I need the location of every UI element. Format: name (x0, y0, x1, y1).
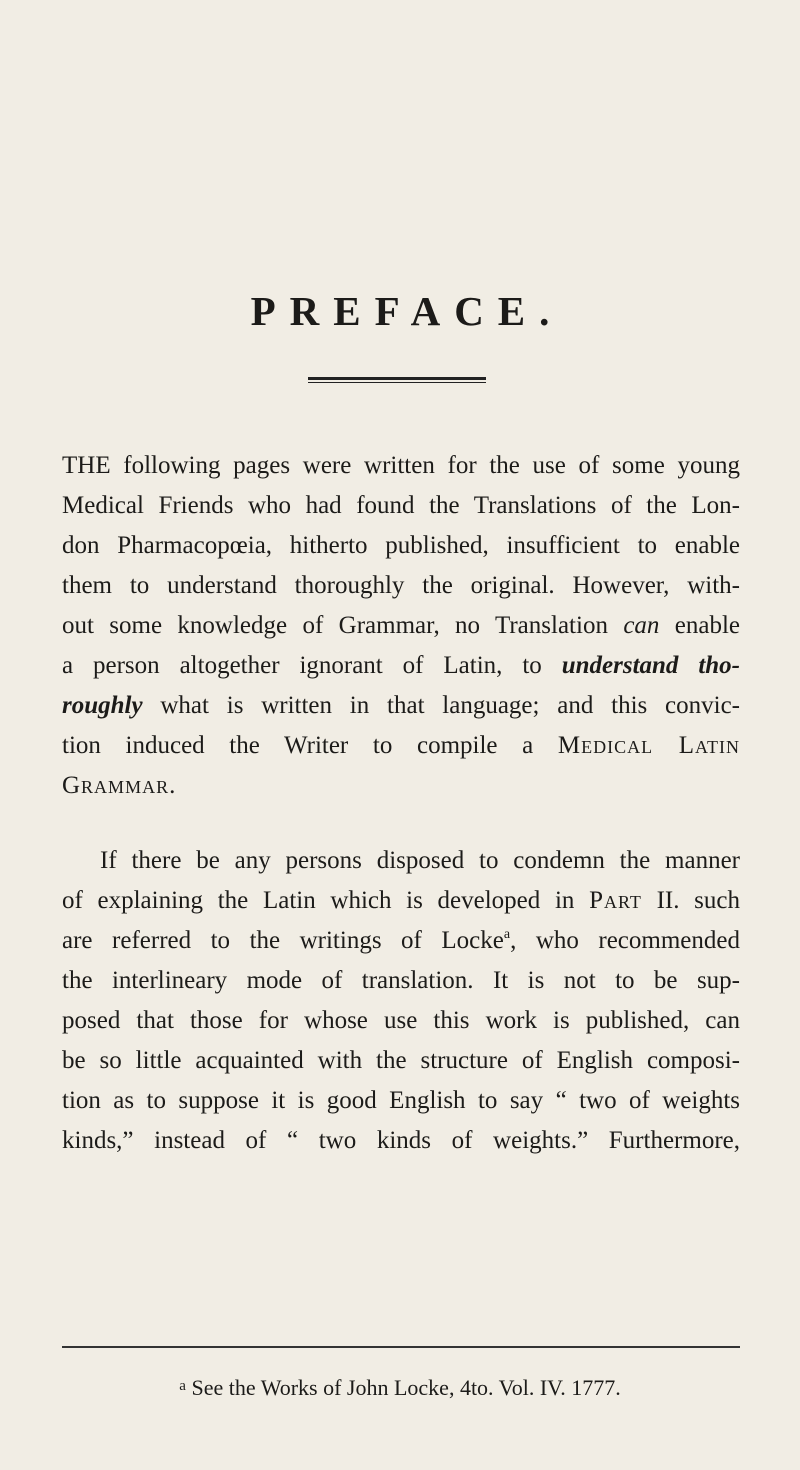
bold-italic-text: understand tho- (561, 652, 741, 679)
text-line (62, 686, 740, 726)
text-run: the interlineary mode of translation. It is not to be sup- (62, 967, 740, 994)
text-run: If there be any persons disposed to condemn the manner (100, 847, 740, 874)
small-caps-text: Grammar (62, 772, 170, 799)
text-run: , who recommended (510, 927, 740, 954)
text-line (62, 646, 740, 686)
footnote (0, 1373, 800, 1403)
text-line (62, 921, 740, 961)
text-run: tion as to suppose it is good English to say “ two of weights (62, 1087, 740, 1114)
title-rule-thin (308, 382, 486, 383)
text-run: . (169, 772, 176, 799)
text-run: Medical Friends who had found the Translations of the Lon- (62, 492, 740, 519)
text-line (62, 1081, 740, 1121)
text-line (62, 841, 740, 881)
text-run: II. such (641, 887, 740, 914)
text-run: THE following pages were written for the use of some young (62, 452, 740, 479)
footnote-rule (62, 1346, 740, 1348)
text-run: of explaining the Latin which is developed in (62, 887, 590, 914)
text-run: kinds,” instead of “ two kinds of weights.” Furthermore, (62, 1127, 740, 1154)
footnote-text: See the Works of John Locke, 4to. Vol. IV. 1777. (191, 1375, 621, 1400)
footnote-marker: a (179, 1378, 186, 1394)
emphasis-text: can (623, 612, 660, 639)
text-run: tion induced the Writer to compile a (62, 732, 558, 759)
text-line (62, 1001, 740, 1041)
footnote-reference: a (503, 927, 511, 942)
text-line (62, 881, 740, 921)
paragraph-2 (62, 841, 740, 1161)
text-line (62, 766, 740, 806)
small-caps-text: Part (589, 887, 642, 914)
page-title: PREFACE. (250, 288, 564, 334)
paragraph-1 (62, 446, 740, 806)
text-run: posed that those for whose use this work is published, can (62, 1007, 740, 1034)
text-line (62, 526, 740, 566)
text-run: be so little acquainted with the structure of English composi- (62, 1047, 740, 1074)
text-run: them to understand thoroughly the original. However, with- (62, 572, 740, 599)
text-run: enable (659, 612, 741, 639)
body-text (62, 446, 740, 1161)
text-run: out some knowledge of Grammar, no Translation (62, 612, 624, 639)
text-run: a person altogether ignorant of Latin, to (62, 652, 562, 679)
text-line (62, 961, 740, 1001)
text-line (62, 1121, 740, 1161)
text-line (62, 1041, 740, 1081)
text-line (62, 486, 740, 526)
text-line (62, 606, 740, 646)
text-line (62, 566, 740, 606)
text-line (62, 446, 740, 486)
title-rule-thick (308, 377, 486, 380)
text-run: don Pharmacopœia, hitherto published, insufficient to enable (62, 532, 740, 559)
text-run: what is written in that language; and this convic- (142, 692, 740, 719)
small-caps-text: Medical Latin (557, 732, 740, 759)
text-line (62, 726, 740, 766)
paragraph-gap (62, 806, 740, 841)
text-run: are referred to the writings of Locke (62, 927, 504, 954)
bold-italic-text: roughly (62, 692, 143, 719)
